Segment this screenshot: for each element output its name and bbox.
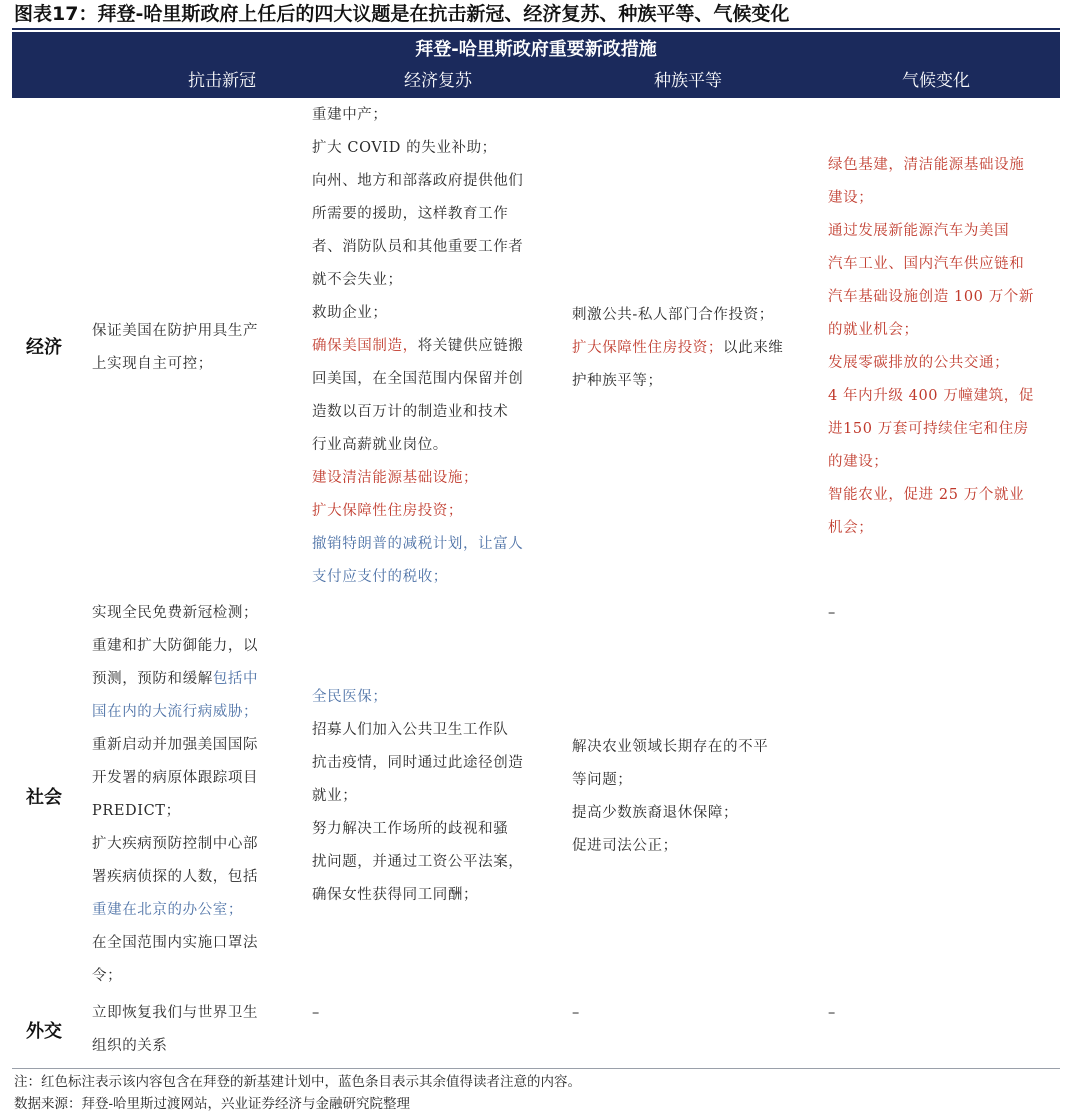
cell-line-segment: 扩大保障性住房投资； bbox=[572, 340, 723, 356]
cell-line: 行业高薪就业岗位。 bbox=[312, 437, 448, 453]
footnote: 注：红色标注表示该内容包含在拜登的新基建计划中，蓝色条目表示其余值得读者注意的内容。 bbox=[14, 1074, 581, 1090]
cell-line: 实现全民免费新冠检测； bbox=[92, 605, 259, 621]
cell-line: 署疾病侦探的人数，包括 bbox=[92, 869, 259, 885]
figure-title: 图表17：拜登-哈里斯政府上任后的四大议题是在抗击新冠、经济复苏、种族平等、气候变化 bbox=[14, 3, 790, 25]
cell-line: 护种族平等； bbox=[572, 373, 663, 389]
cell-line: 扩大疾病预防控制中心部 bbox=[92, 836, 259, 852]
cell-line: 扩大保障性住房投资； bbox=[312, 503, 463, 519]
source-note: 数据来源：拜登-哈里斯过渡网站，兴业证券经济与金融研究院整理 bbox=[14, 1096, 411, 1112]
cell-line: 4 年内升级 400 万幢建筑，促 bbox=[828, 388, 1034, 404]
cell-line: 救助企业； bbox=[312, 305, 388, 321]
cell-line: 向州、地方和部落政府提供他们 bbox=[312, 173, 524, 189]
cell-line: 者、消防队员和其他重要工作者 bbox=[312, 239, 524, 255]
table-title: 拜登-哈里斯政府重要新政措施 bbox=[415, 39, 657, 60]
cell-economy-race bbox=[572, 299, 808, 398]
column-header-climate: 气候变化 bbox=[902, 71, 970, 91]
cell-line: 就不会失业； bbox=[312, 272, 403, 288]
cell-line: 立即恢复我们与世界卫生 bbox=[92, 1005, 259, 1021]
cell-society-climate bbox=[828, 597, 1060, 630]
cell-line-segment: 预测，预防和缓解 bbox=[92, 671, 213, 687]
cell-economy-climate bbox=[828, 149, 1060, 545]
cell-line: 建设清洁能源基础设施； bbox=[312, 470, 479, 486]
column-header-covid: 抗击新冠 bbox=[188, 71, 256, 91]
cell-line: 重建和扩大防御能力，以 bbox=[92, 638, 259, 654]
cell-line: 通过发展新能源汽车为美国 bbox=[828, 223, 1010, 239]
cell-line: 汽车基础设施创造 100 万个新 bbox=[828, 289, 1034, 305]
section-label-economy: 经济 bbox=[26, 337, 62, 358]
cell-line: 重建在北京的办公室； bbox=[92, 902, 243, 918]
cell-line: 就业； bbox=[312, 788, 358, 804]
section-label-diplomacy: 外交 bbox=[26, 1021, 62, 1042]
cell-line bbox=[312, 330, 557, 363]
cell-line: 国在内的大流行病威胁； bbox=[92, 704, 259, 720]
cell-line: 造数以百万计的制造业和技术 bbox=[312, 404, 509, 420]
cell-line: 刺激公共-私人部门合作投资； bbox=[572, 307, 774, 323]
cell-line: 建设； bbox=[828, 190, 874, 206]
cell-line: 开发署的病原体跟踪项目 bbox=[92, 770, 259, 786]
cell-line: 上实现自主可控； bbox=[92, 356, 213, 372]
cell-line: 重建中产； bbox=[312, 107, 388, 123]
cell-line: 扰问题，并通过工资公平法案， bbox=[312, 854, 524, 870]
cell-line: 进150 万套可持续住宅和住房 bbox=[828, 421, 1029, 437]
cell-line: – bbox=[572, 1005, 580, 1021]
cell-diplomacy-race bbox=[572, 997, 808, 1030]
title-rule bbox=[12, 28, 1060, 30]
section-label-society: 社会 bbox=[26, 787, 62, 808]
cell-line: 回美国，在全国范围内保留并创 bbox=[312, 371, 524, 387]
cell-diplomacy-econ bbox=[312, 997, 557, 1030]
cell-line: 扩大 COVID 的失业补助； bbox=[312, 140, 497, 156]
cell-line: 机会； bbox=[828, 520, 874, 536]
cell-line-segment: 将关键供应链搬 bbox=[417, 338, 524, 354]
cell-society-covid bbox=[92, 597, 297, 993]
column-header-race: 种族平等 bbox=[654, 71, 722, 91]
cell-line: 全民医保； bbox=[312, 689, 388, 705]
cell-line: 令； bbox=[92, 968, 123, 984]
cell-line: 招募人们加入公共卫生工作队 bbox=[312, 722, 509, 738]
footer-rule bbox=[12, 1068, 1060, 1069]
cell-line: 汽车工业、国内汽车供应链和 bbox=[828, 256, 1025, 272]
cell-line: 提高少数族裔退休保障； bbox=[572, 805, 739, 821]
cell-line: 保证美国在防护用具生产 bbox=[92, 323, 259, 339]
cell-society-econ bbox=[312, 681, 557, 912]
cell-line-segment: 包括中 bbox=[212, 671, 259, 687]
cell-line: – bbox=[828, 1005, 836, 1021]
table-header bbox=[12, 32, 1060, 98]
cell-line: 绿色基建，清洁能源基础设施 bbox=[828, 157, 1025, 173]
cell-line: 智能农业，促进 25 万个就业 bbox=[828, 487, 1025, 503]
cell-line: 组织的关系 bbox=[92, 1038, 168, 1054]
cell-line: 抗击疫情，同时通过此途径创造 bbox=[312, 755, 524, 771]
cell-line: 在全国范围内实施口罩法 bbox=[92, 935, 259, 951]
cell-line: 的建设； bbox=[828, 454, 889, 470]
cell-diplomacy-covid bbox=[92, 997, 297, 1063]
cell-line: 撤销特朗普的减税计划，让富人 bbox=[312, 536, 524, 552]
cell-line: – bbox=[828, 605, 836, 621]
cell-line: 支付应支付的税收； bbox=[312, 569, 448, 585]
cell-economy-econ bbox=[312, 99, 557, 594]
cell-society-race bbox=[572, 731, 808, 863]
cell-line: PREDICT； bbox=[92, 803, 181, 819]
cell-line: 促进司法公正； bbox=[572, 838, 678, 854]
cell-line: 所需要的援助，这样教育工作 bbox=[312, 206, 509, 222]
cell-line: – bbox=[312, 1005, 320, 1021]
cell-line: 努力解决工作场所的歧视和骚 bbox=[312, 821, 509, 837]
cell-line: 的就业机会； bbox=[828, 322, 919, 338]
cell-line bbox=[572, 332, 808, 365]
column-header-economy: 经济复苏 bbox=[404, 71, 472, 91]
cell-line-segment: 以此来维 bbox=[723, 340, 784, 356]
cell-line: 确保女性获得同工同酬； bbox=[312, 887, 479, 903]
cell-economy-covid bbox=[92, 315, 297, 381]
cell-line: 等问题； bbox=[572, 772, 633, 788]
cell-line: 发展零碳排放的公共交通； bbox=[828, 355, 1010, 371]
cell-line bbox=[92, 663, 297, 696]
cell-line-segment: 确保美国制造， bbox=[312, 338, 418, 354]
cell-line: 解决农业领域长期存在的不平 bbox=[572, 739, 769, 755]
cell-diplomacy-climate bbox=[828, 997, 1060, 1030]
cell-line: 重新启动并加强美国国际 bbox=[92, 737, 259, 753]
